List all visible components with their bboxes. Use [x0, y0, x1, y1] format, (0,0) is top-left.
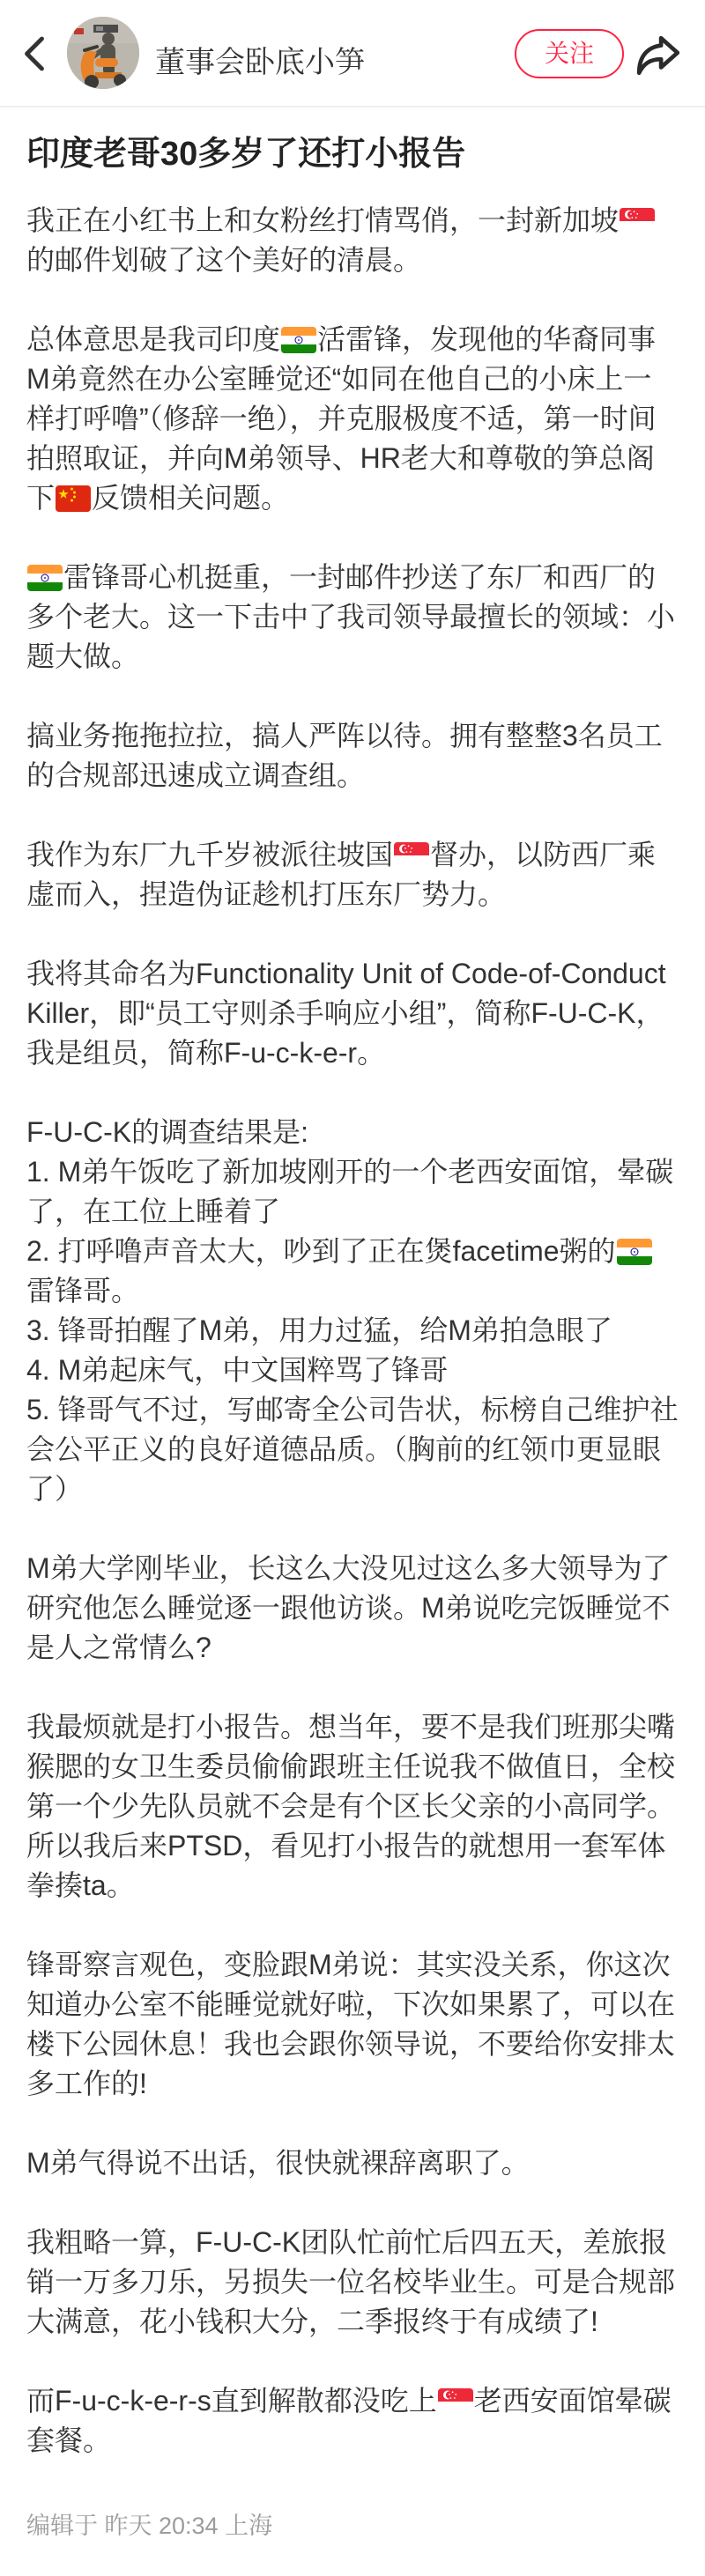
text-run: 我正在小红书上和女粉丝打情骂俏，一封新加坡 [26, 204, 620, 236]
flag-sg-icon [438, 2388, 473, 2415]
post-paragraph [26, 1945, 679, 2104]
post-paragraph [26, 320, 679, 518]
text-run: 活雷锋，发现他的华裔同事M弟竟然在办公室睡觉还“如同在他自己的小床上一样打呼噜”（修辞一绝），并克服极度不适，第一时间拍照取证，并向M弟领导、HR老大和尊敬的笋总阁下 [26, 322, 657, 514]
text-run: 5. 锋哥气不过，写邮寄全公司告状，标榜自己维护社会公平正义的良好道德品质。（胸前的红领巾更显眼了） [26, 1393, 679, 1505]
post-title: 印度老哥30多岁了还打小报告 [26, 136, 466, 173]
text-run: 督办，以防西厂乘虚而入，捏造伪证趁机打压东厂势力。 [26, 838, 657, 910]
post-paragraph [26, 2381, 679, 2461]
back-button[interactable] [19, 32, 55, 76]
flag-sg-icon [394, 842, 429, 869]
post-paragraph [26, 2143, 679, 2183]
text-run: M弟大学刚毕业，长这么大没见过这么多大领导为了研究他怎么睡觉逐一跟他访谈。M弟说吃完饭睡觉不是人之常情么? [26, 1551, 671, 1663]
share-icon [634, 33, 682, 78]
text-run: 我作为东厂九千岁被派往坡国 [26, 838, 394, 870]
share-button[interactable] [634, 33, 684, 79]
text-run: 雷锋哥。 [26, 1274, 140, 1307]
post-paragraph [26, 1113, 679, 1509]
text-run: 锋哥察言观色，变脸跟M弟说：其实没关系，你这次知道办公室不能睡觉就好啦，下次如果累了，可以在楼下公园休息！我也会跟你领导说，不要给你安排太多工作的! [26, 1948, 676, 2099]
post-paragraph [26, 835, 679, 914]
text-run: 我粗略一算，F-U-C-K团队忙前忙后四五天，差旅报销一万多刀乐，另损失一位名校毕业生。可是合规部大满意，花小钱积大分，二季报终于有成绩了! [26, 2225, 676, 2337]
header [0, 0, 705, 107]
follow-button[interactable]: 关注 [515, 29, 624, 78]
post-body [26, 201, 679, 2461]
post-paragraph [26, 716, 679, 796]
text-run: 我将其命名为Functionality Unit of Code-of-Conduct Killer，即“员工守则杀手响应小组”，简称F-U-C-K，我是组员，简称F-u-c-k-e-r。 [26, 957, 666, 1069]
post-paragraph [26, 1707, 679, 1906]
text-run: 总体意思是我司印度 [26, 322, 281, 355]
text-run: 4. M弟起床气，中文国粹骂了锋哥 [26, 1353, 449, 1386]
text-run: 3. 锋哥拍醒了M弟，用力过猛，给M弟拍急眼了 [26, 1314, 612, 1346]
edit-meta: 编辑于 昨天 20:34 上海 [26, 2512, 273, 2539]
avatar-image [67, 17, 139, 89]
avatar[interactable] [67, 17, 139, 89]
flag-in-icon [281, 327, 316, 353]
post-paragraph [26, 954, 679, 1073]
post-content [0, 107, 705, 2576]
text-run: 我最烦就是打小报告。想当年，要不是我们班那尖嘴猴腮的女卫生委员偷偷跟班主任说我不做值日，全校第一个少先队员就不会是有个区长父亲的小高同学。所以我后来PTSD，看见打小报告的就想用一套军体拳揍ta。 [26, 1710, 676, 1901]
username[interactable]: 董事会卧底小笋 [155, 46, 365, 79]
text-run: F-U-C-K的调查结果是: [26, 1115, 308, 1148]
text-run: 的邮件划破了这个美好的清晨。 [26, 243, 422, 276]
flag-cn-icon [56, 485, 91, 512]
post-paragraph [26, 2223, 679, 2342]
text-run: M弟气得说不出话，很快就裸辞离职了。 [26, 2146, 530, 2179]
post-paragraph [26, 1549, 679, 1668]
text-run: 2. 打呼噜声音太大，吵到了正在煲facetime粥的 [26, 1234, 616, 1267]
text-run: 老西安面馆晕碳套餐。 [26, 2384, 672, 2456]
post-paragraph [26, 201, 679, 280]
text-run: 反馈相关问题。 [92, 481, 290, 514]
post-paragraph [26, 558, 679, 677]
flag-in-icon [617, 1239, 652, 1265]
flag-in-icon [27, 565, 63, 591]
text-run: 搞业务拖拖拉拉，搞人严阵以待。拥有整整3名员工的合规部迅速成立调查组。 [26, 719, 663, 791]
text-run: 1. M弟午饭吃了新加坡刚开的一个老西安面馆，晕碳了，在工位上睡着了 [26, 1155, 674, 1227]
flag-sg-icon [620, 208, 655, 234]
back-icon [19, 33, 49, 74]
text-run: 雷锋哥心机挺重，一封邮件抄送了东厂和西厂的多个老大。这一下击中了我司领导最擅长的领域：小题大做。 [26, 560, 676, 672]
text-run: 而F-u-c-k-e-r-s直到解散都没吃上 [26, 2384, 437, 2417]
